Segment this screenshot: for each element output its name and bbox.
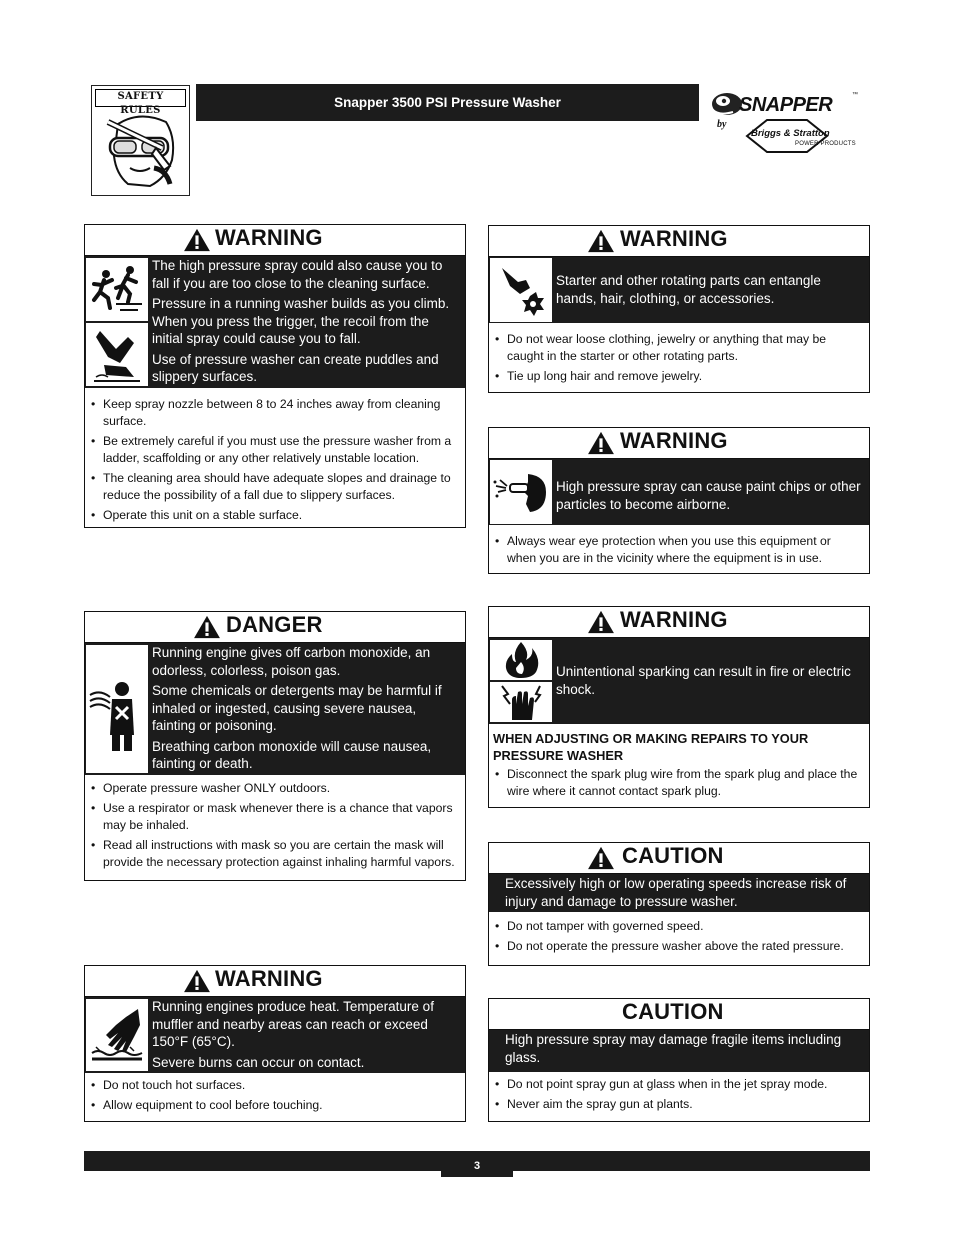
warning-title: WARNING (620, 428, 728, 453)
list-item: • Always wear eye protection when you use this equipment or when you are in the vicinity where the equipment is in use. (493, 533, 863, 567)
hazard-paragraph: Running engines produce heat. Temperature of muffler and nearby areas can reach or exceed 150°F (65°C). (152, 999, 434, 1049)
warning-triangle-icon (587, 610, 615, 634)
precaution-list (85, 1073, 465, 1121)
hazard-panel (489, 874, 869, 912)
fall-hazard-icon (86, 258, 148, 321)
precaution-list (489, 1072, 869, 1120)
list-item: • Keep spray nozzle between 8 to 24 inches away from cleaning surface. (89, 396, 459, 430)
list-item: • Do not operate the pressure washer above the rated pressure. (493, 938, 863, 955)
hazard-text (556, 478, 865, 516)
hazard-panel (85, 997, 465, 1073)
list-item: • Be extremely careful if you must use the pressure washer from a ladder, scaffolding or any other relatively unstable location. (89, 433, 459, 467)
power-products-text: POWER PRODUCTS (795, 141, 856, 147)
warning-triangle-icon (587, 431, 615, 455)
snapper-wordmark: SNAPPER (739, 94, 833, 116)
hazard-text (152, 257, 461, 389)
hazard-text (556, 663, 865, 701)
hazard-paragraph: High pressure spray may damage fragile items including glass. (505, 1032, 842, 1065)
list-item: • Disconnect the spark plug wire from the spark plug and place the wire where it cannot contact spark plug. (493, 766, 863, 800)
hazard-paragraph: Breathing carbon monoxide will cause nausea, fainting or death. (152, 738, 432, 771)
caution-header (489, 999, 869, 1030)
caution-speed-box (488, 842, 870, 966)
hazard-text (505, 875, 865, 913)
hazard-paragraph: The high pressure spray could also cause you to fall if you are too close to the cleaning surface. (152, 258, 443, 291)
warning-triangle-icon (193, 615, 221, 639)
danger-fumes-box (84, 611, 466, 881)
briggs-stratton-wordmark: Briggs & Stratton (751, 128, 830, 139)
list-item: • Use a respirator or mask whenever there is a chance that vapors may be inhaled. (89, 800, 459, 834)
precaution-list (489, 912, 869, 962)
warning-title: WARNING (215, 966, 323, 991)
danger-title: DANGER (226, 612, 323, 637)
eye-protection-icon (490, 460, 552, 524)
hot-surface-icon (86, 999, 148, 1071)
warning-header (489, 226, 869, 257)
hazard-panel (489, 638, 869, 724)
page-number: 3 (441, 1151, 513, 1177)
hazard-panel (489, 257, 869, 323)
section-subheading: WHEN ADJUSTING OR MAKING REPAIRS TO YOUR PRESSURE WASHER (493, 731, 809, 763)
warning-header (85, 225, 465, 256)
hazard-text (505, 1031, 865, 1069)
hazard-panel (489, 1030, 869, 1072)
warning-triangle-icon (587, 229, 615, 253)
list-item: • Allow equipment to cool before touching. (89, 1097, 459, 1114)
hazard-paragraph: Starter and other rotating parts can entangle hands, hair, clothing, or accessories. (556, 273, 821, 306)
caution-title: CAUTION (622, 999, 724, 1024)
danger-header (85, 612, 465, 643)
hazard-paragraph: Excessively high or low operating speeds increase risk of injury and damage to pressure washer. (505, 876, 847, 909)
trademark-symbol: ™ (852, 92, 858, 98)
list-item: • Do not wear loose clothing, jewelry or anything that may be caught in the starter or other rotating parts. (493, 331, 863, 365)
logo-by: by (717, 119, 727, 130)
list-item: • Tie up long hair and remove jewelry. (493, 368, 863, 385)
list-item: • Operate pressure washer ONLY outdoors. (89, 780, 459, 797)
warning-entangle-box (488, 225, 870, 393)
hazard-paragraph: Some chemicals or detergents may be harmful if inhaled or ingested, causing severe nausea, fainting or poisoning. (152, 683, 442, 733)
hazard-paragraph: Running engine gives off carbon monoxide, an odorless, colorless, poison gas. (152, 645, 431, 678)
list-item: • Read all instructions with mask so you are certain the mask will provide the necessary protection against inhaling harmful vapors. (89, 837, 459, 871)
precaution-list (489, 764, 869, 807)
slip-hazard-icon (86, 323, 148, 386)
warning-triangle-icon (183, 228, 211, 252)
precaution-list (489, 323, 869, 392)
entanglement-icon (490, 258, 552, 322)
hazard-panel (85, 643, 465, 775)
list-item: • Never aim the spray gun at plants. (493, 1096, 863, 1113)
safety-goggles-icon (100, 108, 182, 192)
warning-title: WARNING (215, 225, 323, 250)
caution-title: CAUTION (622, 843, 724, 868)
warning-triangle-icon (587, 846, 615, 870)
warning-triangle-icon (183, 969, 211, 993)
warning-header (489, 428, 869, 459)
precaution-list (85, 388, 465, 531)
list-item: • Operate this unit on a stable surface. (89, 507, 459, 524)
hazard-paragraph: Unintentional sparking can result in fire or electric shock. (556, 664, 851, 697)
warning-fall-box (84, 224, 466, 528)
caution-header (489, 843, 869, 874)
warning-spark-box (488, 606, 870, 808)
electric-shock-icon (490, 682, 552, 722)
warning-airborne-box (488, 427, 870, 574)
hazard-text (556, 272, 865, 310)
hazard-paragraph: Use of pressure washer can create puddles and slippery surfaces. (152, 351, 439, 384)
list-item: • The cleaning area should have adequate slopes and drainage to reduce the possibility of a fall due to slippery surfaces. (89, 470, 459, 504)
list-item: • Do not point spray gun at glass when in the jet spray mode. (493, 1076, 863, 1093)
snapper-turtle-icon (709, 90, 743, 118)
safety-rules-label: SAFETY RULES (95, 89, 186, 107)
safety-rules-badge (91, 85, 190, 196)
hazard-paragraph: Severe burns can occur on contact. (152, 1054, 365, 1070)
document-title: Snapper 3500 PSI Pressure Washer (196, 84, 699, 121)
precaution-list (489, 525, 869, 574)
list-item: • Do not tamper with governed speed. (493, 918, 863, 935)
hazard-panel (489, 459, 869, 525)
hazard-paragraph: Pressure in a running washer builds as you climb. When you press the trigger, the recoil from the initial spray could cause you to fall. (152, 296, 450, 346)
hazard-panel (85, 256, 465, 388)
warning-title: WARNING (620, 607, 728, 632)
hazard-text (152, 998, 461, 1074)
hazard-text (152, 644, 461, 776)
warning-title: WARNING (620, 226, 728, 251)
fire-icon (490, 640, 552, 680)
warning-header (85, 966, 465, 997)
list-item: • Do not touch hot surfaces. (89, 1077, 459, 1094)
hazard-paragraph: High pressure spray can cause paint chips or other particles to become airborne. (556, 479, 861, 512)
snapper-logo (705, 86, 865, 156)
warning-heat-box (84, 965, 466, 1122)
precaution-list (85, 775, 465, 878)
toxic-fumes-icon (86, 645, 148, 773)
warning-header (489, 607, 869, 638)
caution-fragile-box (488, 998, 870, 1122)
